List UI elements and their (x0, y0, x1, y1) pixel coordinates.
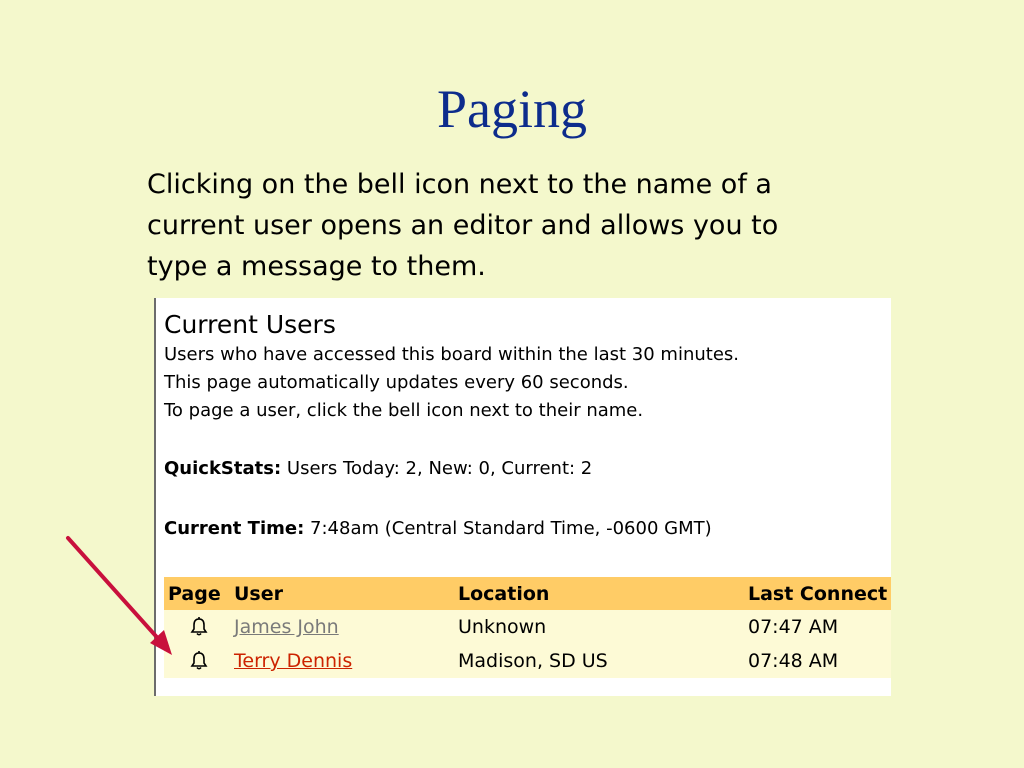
column-header-location: Location (454, 577, 744, 610)
body-line: type a message to them. (147, 251, 486, 282)
table-row (164, 644, 891, 678)
user-link-terry-dennis[interactable]: Terry Dennis (234, 650, 353, 672)
current-users-table (164, 577, 891, 678)
quickstats-value: Users Today: 2, New: 0, Current: 2 (281, 458, 593, 479)
column-header-page: Page (164, 577, 230, 610)
description-line: This page automatically updates every 60 seconds. (164, 372, 629, 393)
slide-body-text (147, 164, 887, 287)
last-connect-cell: 07:48 AM (744, 644, 891, 678)
user-cell (230, 610, 454, 644)
body-line: Clicking on the bell icon next to the name of a (147, 169, 772, 200)
current-time-value: 7:48am (Central Standard Time, -0600 GMT) (304, 518, 712, 539)
bell-icon[interactable] (188, 616, 210, 638)
slide-title: Paging (436, 79, 587, 139)
current-time-label: Current Time: (164, 518, 305, 539)
current-users-heading: Current Users (164, 310, 336, 339)
last-connect-cell: 07:47 AM (744, 610, 891, 644)
column-header-last-connect: Last Connect (744, 577, 891, 610)
table-row (164, 610, 891, 644)
page-cell (164, 610, 230, 644)
location-cell: Madison, SD US (454, 644, 744, 678)
user-link-james-john[interactable]: James John (234, 616, 339, 638)
location-cell: Unknown (454, 610, 744, 644)
page-cell (164, 644, 230, 678)
column-header-user: User (230, 577, 454, 610)
description-line: Users who have accessed this board within the last 30 minutes. (164, 344, 739, 365)
body-line: current user opens an editor and allows you to (147, 210, 779, 241)
description-line: To page a user, click the bell icon next to their name. (164, 400, 644, 421)
table-header-row (164, 577, 891, 610)
user-cell (230, 644, 454, 678)
current-time (164, 518, 712, 539)
current-users-screenshot (154, 298, 891, 696)
quickstats (164, 458, 592, 479)
quickstats-label: QuickStats: (164, 458, 282, 479)
bell-icon[interactable] (188, 650, 210, 672)
